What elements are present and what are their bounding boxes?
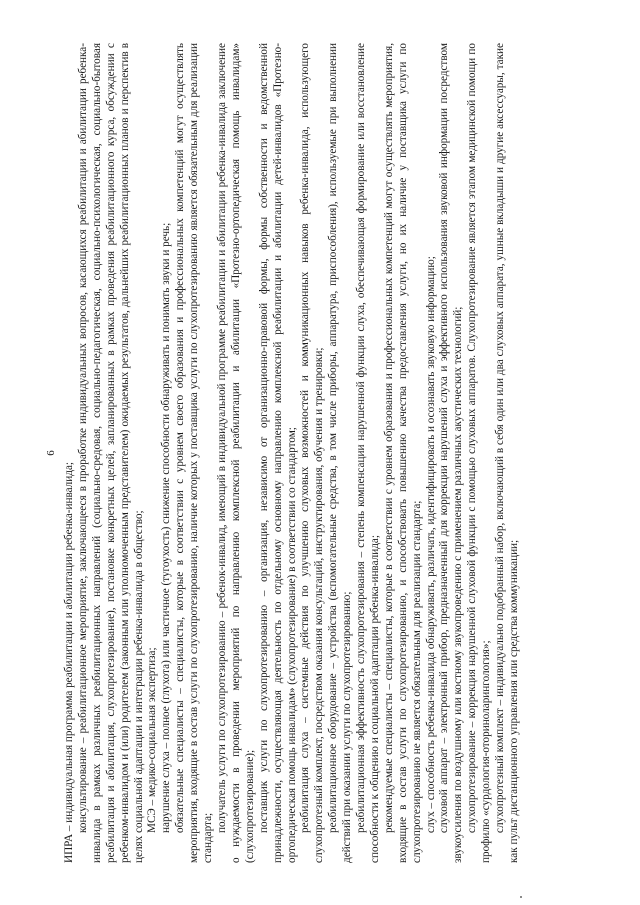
- definition-paragraph: реабилитационное оборудование – устройства (вспомогательные средства, в том числе приборы, аппаратура, приспособления), используемые при выполнении действий при оказании услуги по слухопротезированию;: [327, 42, 354, 863]
- definition-paragraph: ИПРА – индивидуальная программа реабилитации и абилитации ребенка-инвалида;: [63, 461, 75, 863]
- definition-paragraph: нарушение слуха – полное (глухота) или частичное (тугоухость) снижение способности обнаруживать и понимать звуки и речь;: [160, 222, 173, 833]
- document-body: [63, 43, 522, 863]
- definition-paragraph: рекомендуемые специалисты – специалисты, которые в соответствии с уровнем образования и профессиональных компетенций могут осуществлять мероприятия, входящие в состав услуги по слухопротезированию, и способствовать повышению качества предоставления услуги, но их наличие у поставщика услуги по слухопротезированию не является обязательным для реализации стандарта;: [382, 42, 423, 863]
- definition-paragraph: слухопротезирование – коррекция нарушенной слуховой функции с помощью слуховых аппаратов. Слухопротезирование является этапом медицинской помощи по профилю «сурдология-оториноларингология»;: [466, 42, 493, 863]
- rotated-text-block: [45, 43, 595, 863]
- scan-speck: [520, 896, 522, 898]
- definition-paragraph: реабилитационная эффективность слухопротезирования – степень компенсации нарушенной функции слуха, обеспечивающая формирование или восстановление способности к общению и социальной адаптации ребенка-инвалида;: [355, 42, 381, 863]
- definition-paragraph: слух – способность ребенка-инвалида обнаруживать, различать, идентифицировать и осознавать звуковую информацию;: [424, 255, 437, 833]
- definition-paragraph: обязательные специалисты – специалисты, которые в соответствии с уровнем своего образования и профессиональных компетенций могут осуществлять мероприятия, входящие в состав услуги по слухопротезированию, наличие которых у поставщика услуги по слухопротезированию является обязательным для реализации стандарта;: [174, 42, 215, 863]
- definition-paragraph: получатель услуги по слухопротезированию – ребенок-инвалид, имеющий в индивидуальной программе реабилитации и абилитации ребенка-инвалида заключение о нуждаемости в проведении мероприятий по направлению комплексной реабилитации и абилитации «Протезно-ортопедическая помощь инвалидам» (слухопротезирование);: [215, 42, 256, 863]
- definition-paragraph: поставщик услуги по слухопротезированию – организация, независимо от организационно-правовой формы, формы собственности и ведомственной принадлежности, осуществляющая деятельность по отдельному основному направлению комплексной реабилитации и абилитации детей-инвалидов «Протезно-ортопедическая помощь инвалидам» (слухопротезирование) в соответствии со стандартом;: [257, 42, 298, 863]
- definition-paragraph: слуховой аппарат – электронный прибор, предназначенный для коррекции нарушений слуха и эффективного использования звуковой информации посредством звукоусиления по воздушному или костному звукопроведению с применением различных акустических технологий;: [438, 42, 465, 863]
- definition-paragraph: МСЭ – медико-социальная экспертиза;: [146, 646, 159, 833]
- page-number: 6: [45, 449, 57, 456]
- definition-paragraph: реабилитация слуха – системные действия по улучшению слуховых возможностей и коммуникационных навыков ребенка-инвалида, использующего слухопротезный комплект, посредством оказания консультаций, инструктирования, обучения и тренировки;: [299, 42, 326, 863]
- definition-paragraph: консультирование – реабилитационное мероприятие, заключающееся в проработке индивидуальных вопросов, касающихся реабилитации и абилитации ребенка-инвалида в рамках различных реабилитационных направлений (социально-средовая, социально-педагогическая, социально-психологическая, социально-бытовая реабилитация и абилитация, слухопротезирование), постановке конкретных целей, запланированных в рамках проведения реабилитационного курса, обсуждении с ребенком-инвалидом и (или) родителем (законным или уполномоченным представителем) ожидаемых результатов, дальнейших реабилитационных планов и перспектив в целях социальной адаптации и интеграции ребенка-инвалида в общество;: [76, 42, 145, 863]
- definition-paragraph: слухопротезный комплект – индивидуально подобранный набор, включающий в себя один или два слуховых аппарата, ушные вкладыши и другие аксессуары, такие как пульт дистанционного управления или средства коммуникации;: [494, 42, 520, 863]
